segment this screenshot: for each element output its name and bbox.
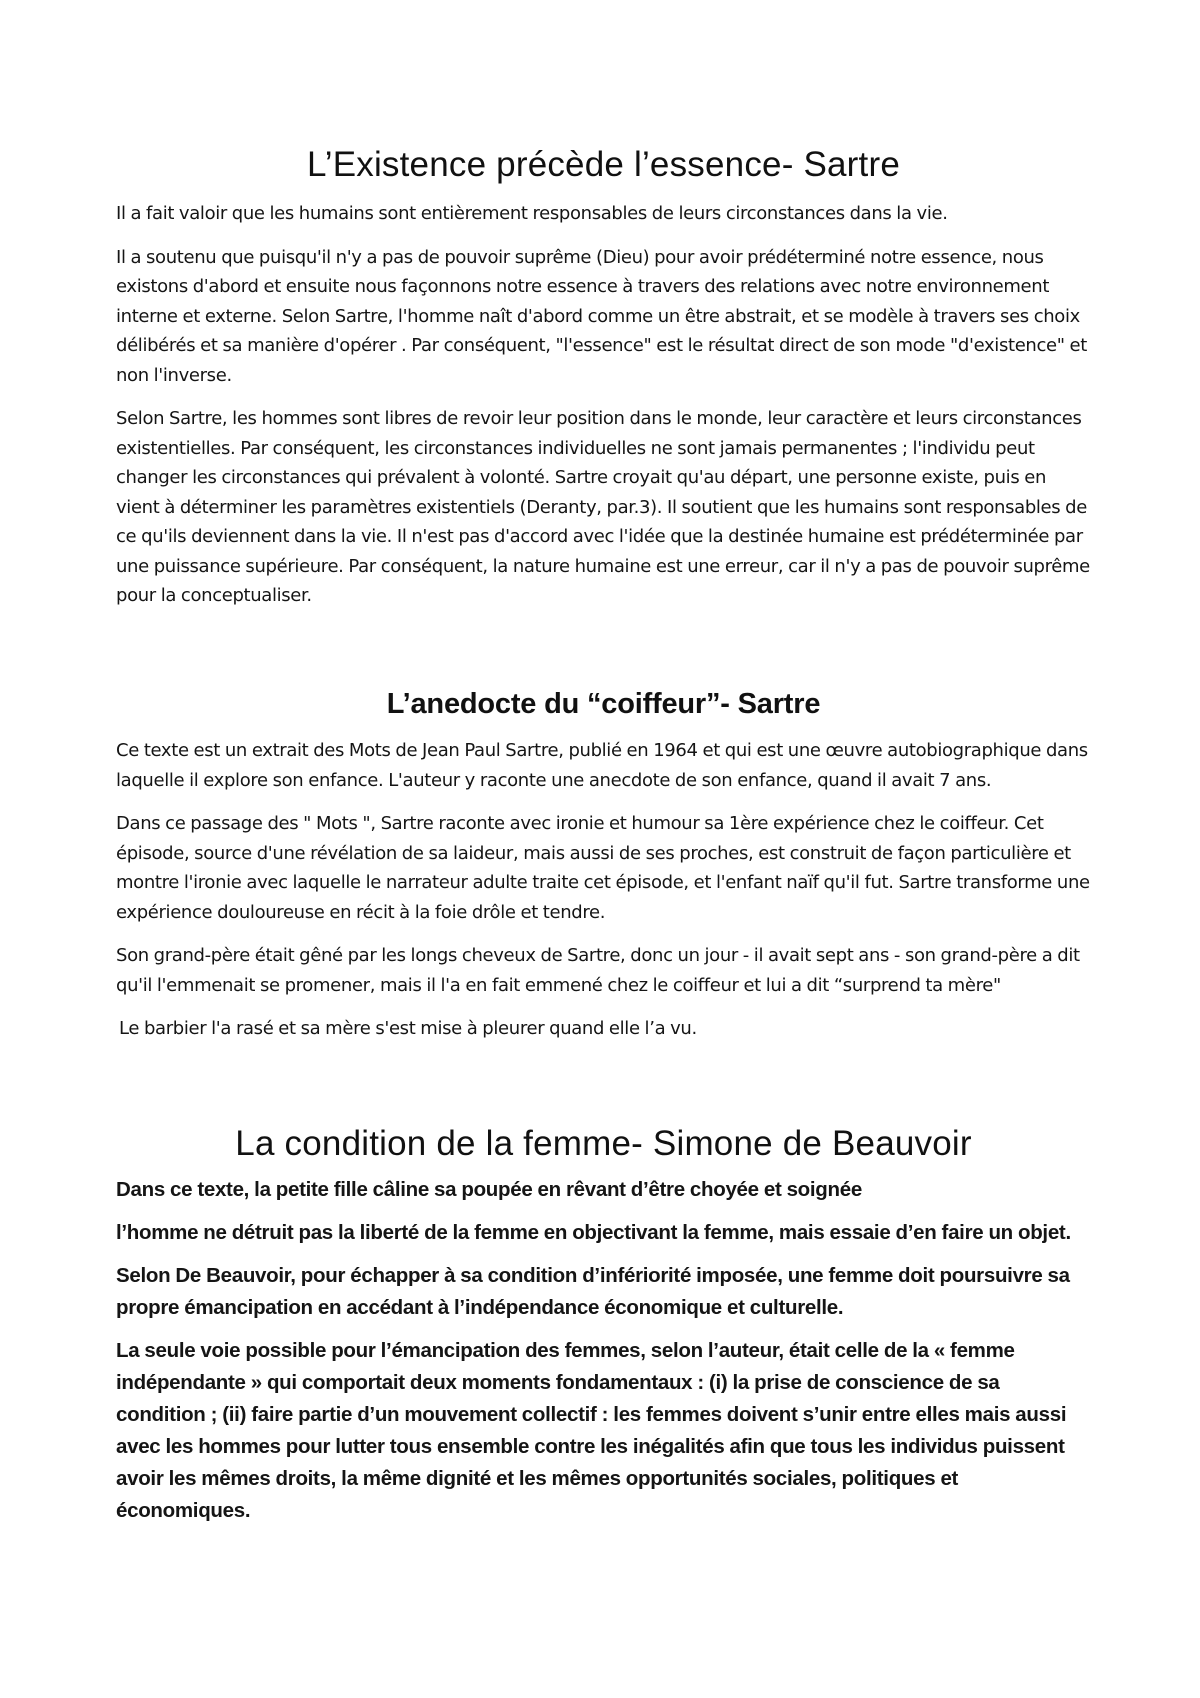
paragraph: Dans ce texte, la petite fille câline sa poupée en rêvant d’être choyée et soignée xyxy=(116,1178,862,1201)
section-title: L’anedocte du “coiffeur”- Sartre xyxy=(386,688,821,720)
section-coiffeur xyxy=(116,688,1091,1044)
section-existence xyxy=(116,145,1091,611)
section-title: La condition de la femme- Simone de Beauvoir xyxy=(235,1124,972,1163)
paragraph: Le barbier l'a rasé et sa mère s'est mise à pleurer quand elle l’a vu. xyxy=(119,1018,697,1039)
paragraph: Il a soutenu que puisqu'il n'y a pas de pouvoir suprême (Dieu) pour avoir prédéterminé notre essence, nous existons d'abord et ensuite nous façonnons notre essence à travers des relations avec notre environnement interne et externe. Selon Sartre, l'homme naît d'abord comme un être abstrait, et se modèle à travers ses choix délibérés et sa manière d'opérer . Par conséquent, "l'essence" est le résultat direct de son mode "d'existence" et non l'inverse. xyxy=(116,246,1087,386)
paragraph: Il a fait valoir que les humains sont entièrement responsables de leurs circonstances dans la vie. xyxy=(116,203,948,224)
paragraph: Dans ce passage des " Mots ", Sartre raconte avec ironie et humour sa 1ère expérience chez le coiffeur. Cet épisode, source d'une révélation de sa laideur, mais aussi de ses proches, est construit de façon particulière et montre l'ironie avec laquelle le narrateur adulte traite cet épisode, et l'enfant naïf qu'il fut. Sartre transforme une expérience douloureuse en récit à la foie drôle et tendre. xyxy=(116,813,1090,923)
paragraph: l’homme ne détruit pas la liberté de la femme en objectivant la femme, mais essaie d’en faire un objet. xyxy=(116,1221,1071,1244)
paragraph: Son grand-père était gêné par les longs cheveux de Sartre, donc un jour - il avait sept ans - son grand-père a dit qu'il l'emmenait se promener, mais il l'a en fait emmené chez le coiffeur et lui a dit “surprend ta mère" xyxy=(116,945,1080,996)
paragraph: La seule voie possible pour l’émancipation des femmes, selon l’auteur, était celle de la « femme indépendante » qui comportait deux moments fondamentaux : (i) la prise de conscience de sa condition ; (ii) faire partie d’un mouvement collectif : les femmes doivent s’unir entre elles mais aussi avec les hommes pour lutter tous ensemble contre les inégalités afin que tous les individus puissent avoir les mêmes droits, la même dignité et les mêmes opportunités sociales, politiques et économiques. xyxy=(116,1339,1067,1522)
paragraph: Selon Sartre, les hommes sont libres de revoir leur position dans le monde, leur caractère et leurs circonstances existentielles. Par conséquent, les circonstances individuelles ne sont jamais permanentes ; l'individu peut changer les circonstances qui prévalent à volonté. Sartre croyait qu'au départ, une personne existe, puis en vient à déterminer les paramètres existentiels (Deranty, par.3). Il soutient que les humains sont responsables de ce qu'ils deviennent dans la vie. Il n'est pas d'accord avec l'idée que la destinée humaine est prédéterminée par une puissance supérieure. Par conséquent, la nature humaine est une erreur, car il n'y a pas de pouvoir suprême pour la conceptualiser. xyxy=(116,408,1090,606)
section-condition-femme xyxy=(116,1124,1091,1527)
paragraph: Selon De Beauvoir, pour échapper à sa condition d’infériorité imposée, une femme doit poursuivre sa propre émancipation en accédant à l’indépendance économique et culturelle. xyxy=(116,1264,1070,1319)
section-title: L’Existence précède l’essence- Sartre xyxy=(307,145,900,184)
paragraph: Ce texte est un extrait des Mots de Jean Paul Sartre, publié en 1964 et qui est une œuvre autobiographique dans laquelle il explore son enfance. L'auteur y raconte une anecdote de son enfance, quand il avait 7 ans. xyxy=(116,740,1088,791)
